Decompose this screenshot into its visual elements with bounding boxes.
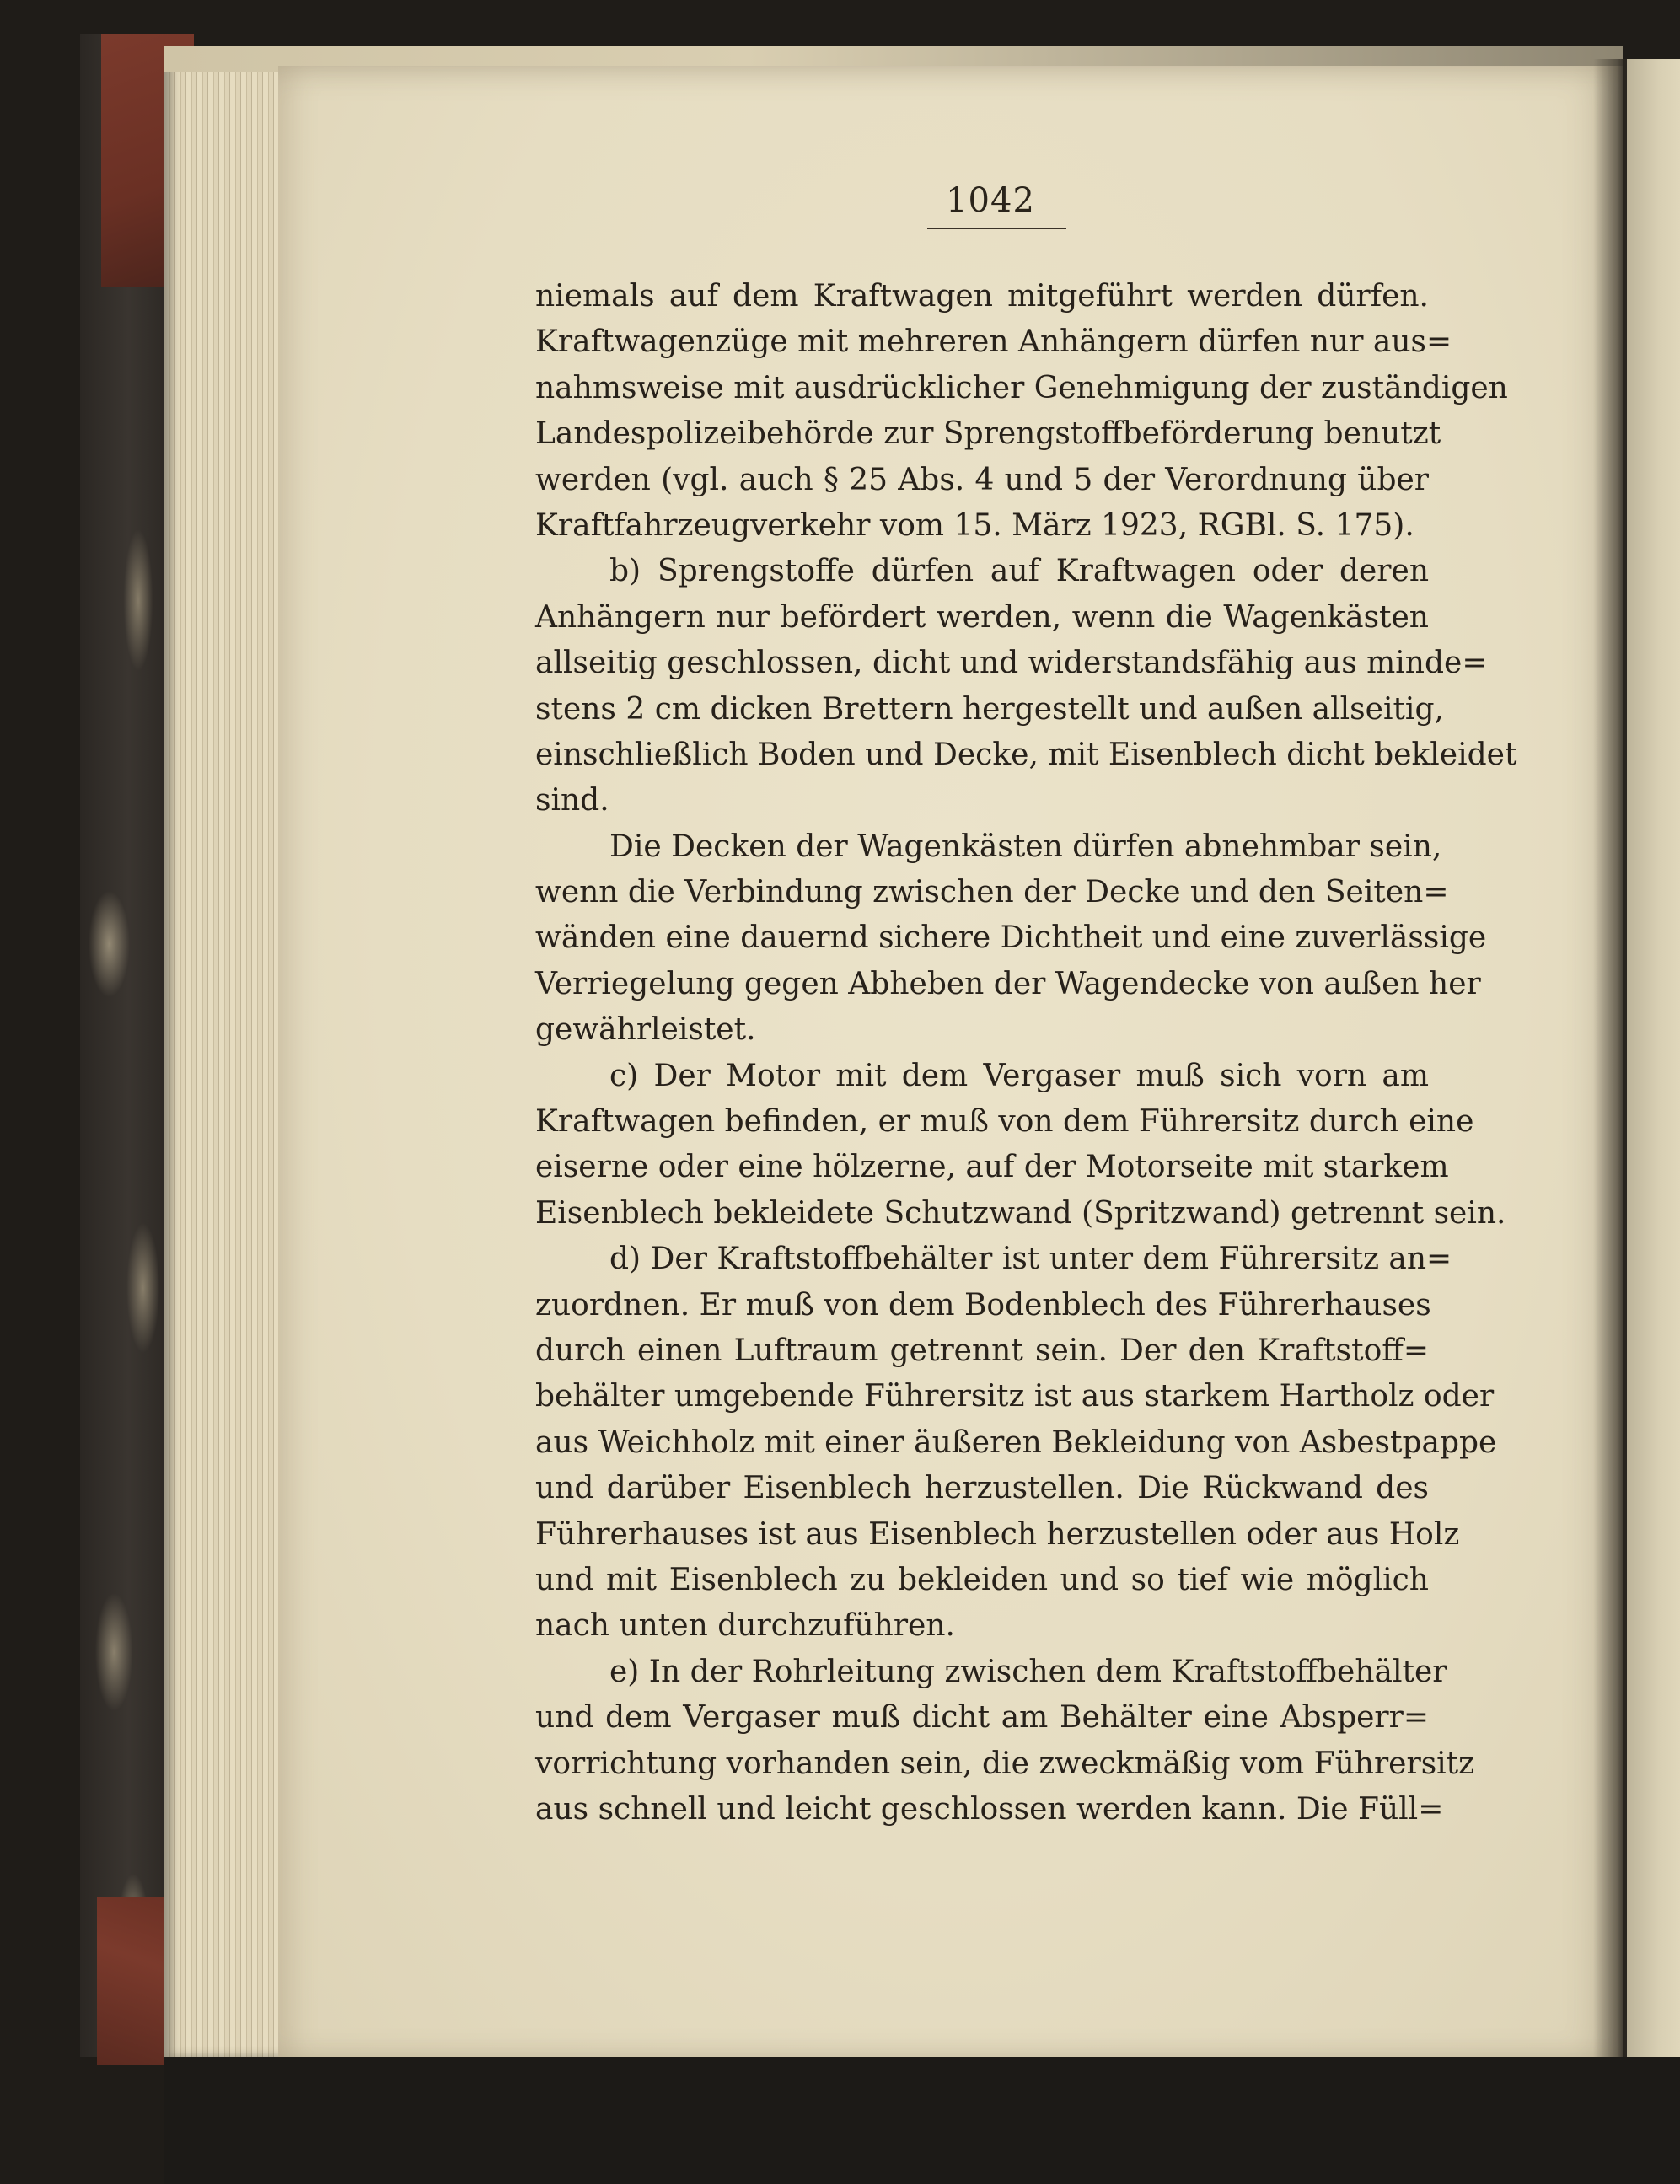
text-line: Kraftfahrzeugverkehr vom 15. März 1923, RGBl. S. 175). (535, 507, 1414, 543)
text-line: niemals auf dem Kraftwagen mitgeführt werden dürfen. (535, 279, 1429, 314)
text-line: und darüber Eisenblech herzustellen. Die Rückwand des (535, 1471, 1429, 1506)
gutter-shadow (1593, 59, 1627, 2065)
text-line: b) Sprengstoffe dürfen auf Kraftwagen oder deren (609, 554, 1429, 589)
text-line: nach unten durchzuführen. (535, 1608, 955, 1644)
text-line: zuordnen. Er muß von dem Bodenblech des Führerhauses (535, 1287, 1431, 1323)
body-text (535, 274, 1517, 1833)
text-line: Anhängern nur befördert werden, wenn die Wagenkästen (535, 599, 1429, 635)
text-line: Kraftwagen befinden, er muß von dem Führersitz durch eine (535, 1104, 1474, 1140)
text-line: allseitig geschlossen, dicht und widerstandsfähig aus minde= (535, 646, 1488, 681)
text-line: Verriegelung gegen Abheben der Wagendecke von außen her (535, 966, 1481, 1001)
page-number: 1042 (946, 181, 1035, 220)
text-line: durch einen Luftraum getrennt sein. Der den Kraftstoff= (535, 1333, 1429, 1368)
text-line: behälter umgebende Führersitz ist aus starkem Hartholz oder (535, 1379, 1495, 1414)
text-line: Landespolizeibehörde zur Sprengstoffbeförderung benutzt (535, 416, 1441, 452)
text-line: aus schnell und leicht geschlossen werden kann. Die Füll= (535, 1791, 1444, 1827)
text-line: nahmsweise mit ausdrücklicher Genehmigung der zuständigen (535, 370, 1508, 405)
header-rule (927, 228, 1066, 229)
background-bottom (164, 2057, 1680, 2184)
text-line: wänden eine dauernd sichere Dichtheit und eine zuverlässige (535, 920, 1487, 956)
text-line: werden (vgl. auch § 25 Abs. 4 und 5 der Verordnung über (535, 462, 1429, 497)
text-line: wenn die Verbindung zwischen der Decke und den Seiten= (535, 875, 1449, 910)
text-line: Kraftwagenzüge mit mehreren Anhängern dürfen nur aus= (535, 325, 1452, 360)
text-line: Eisenblech bekleidete Schutzwand (Spritzwand) getrennt sein. (535, 1195, 1506, 1231)
text-line: Die Decken der Wagenkästen dürfen abnehmbar sein, (609, 829, 1442, 864)
text-line: gewährleistet. (535, 1012, 756, 1048)
text-line: c) Der Motor mit dem Vergaser muß sich vorn am (609, 1058, 1429, 1093)
text-line: einschließlich Boden und Decke, mit Eisenblech dicht bekleidet (535, 737, 1517, 772)
text-line: d) Der Kraftstoffbehälter ist unter dem Führersitz an= (609, 1242, 1452, 1277)
text-line: vorrichtung vorhanden sein, die zweckmäßig vom Führersitz (535, 1746, 1475, 1781)
text-line: eiserne oder eine hölzerne, auf der Motorseite mit starkem (535, 1150, 1449, 1185)
text-line: aus Weichholz mit einer äußeren Bekleidung von Asbestpappe (535, 1425, 1497, 1460)
text-line: e) In der Rohrleitung zwischen dem Kraftstoffbehälter (609, 1654, 1447, 1689)
marbled-cover-edge (80, 34, 177, 2057)
text-line: und mit Eisenblech zu bekleiden und so tief wie möglich (535, 1562, 1429, 1597)
text-line: stens 2 cm dicken Brettern hergestellt und außen allseitig, (535, 691, 1444, 727)
text-line: Führerhauses ist aus Eisenblech herzustellen oder aus Holz (535, 1516, 1460, 1552)
text-line: und dem Vergaser muß dicht am Behälter eine Absperr= (535, 1700, 1429, 1736)
facing-page-edge (1627, 59, 1680, 2065)
text-line: sind. (535, 783, 609, 818)
page-stack-edge (164, 59, 291, 2057)
